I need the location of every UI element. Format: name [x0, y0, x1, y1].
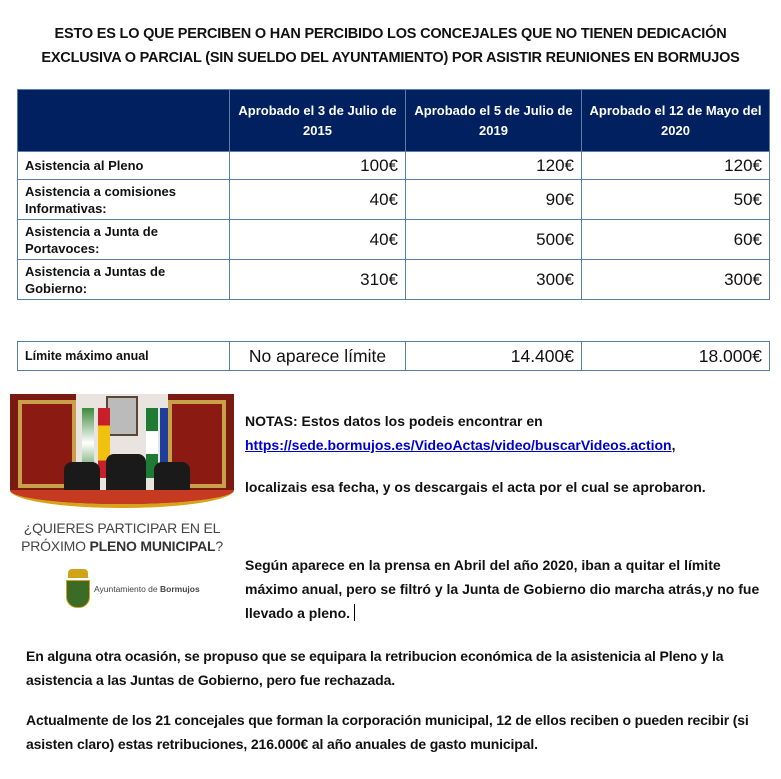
cell-value: 120€	[582, 152, 770, 180]
promo-question	[10, 519, 234, 555]
table-row	[18, 260, 770, 300]
chair	[154, 462, 190, 492]
chair	[106, 454, 146, 492]
org-name: Bormujos	[160, 584, 200, 594]
table-header-row	[18, 90, 770, 152]
row-label: Asistencia a Junta de Portavoces:	[18, 220, 230, 260]
promo-organization	[94, 584, 200, 594]
promo-question-line2: PRÓXIMO	[21, 538, 90, 554]
paragraph-equalization: En alguna otra ocasión, se propuso que se equipara la retribucion económica de la asistenicia al Pleno y la asistencia a las Juntas de Gobierno, pero fue rechazada.	[26, 648, 724, 688]
annual-limit-table	[17, 341, 770, 371]
promo-question-bold: PLENO MUNICIPAL	[89, 538, 216, 554]
bormujos-crest-icon	[66, 569, 90, 607]
table-row	[18, 220, 770, 260]
page-title-line-1: ESTO ES LO QUE PERCIBEN O HAN PERCIBIDO LOS CONCEJALES QUE NO TIENEN DEDICACIÓN	[54, 26, 727, 42]
row-label: Asistencia a Juntas de Gobierno:	[18, 260, 230, 300]
table-row	[18, 180, 770, 220]
cell-value: 100€	[230, 152, 406, 180]
header-2020: Aprobado el 12 de Mayo del 2020	[582, 90, 770, 152]
promo-question-end: ?	[215, 538, 223, 554]
portrait-frame	[106, 396, 138, 436]
video-actas-link[interactable]: https://sede.bormujos.es/VideoActas/video/buscarVideos.action	[245, 437, 672, 453]
cell-value: 120€	[406, 152, 582, 180]
limit-2020: 18.000€	[582, 342, 770, 371]
header-2019: Aprobado el 5 de Julio de 2019	[406, 90, 582, 152]
limit-2019: 14.400€	[406, 342, 582, 371]
notes-intro: NOTAS: Estos datos los podeis encontrar en	[245, 413, 543, 429]
cell-value: 90€	[406, 180, 582, 220]
pleno-promo-image	[10, 394, 234, 614]
org-prefix: Ayuntamiento de	[94, 584, 160, 594]
cell-value: 40€	[230, 220, 406, 260]
council-chamber-photo	[10, 394, 234, 508]
cell-value: 50€	[582, 180, 770, 220]
notes-link-line	[245, 433, 676, 457]
table-row	[18, 152, 770, 180]
paragraph-current-cost: Actualmente de los 21 concejales que forman la corporación municipal, 12 de ellos reciben o pueden recibir (si asisten claro) estas retribuciones, 216.000€ al año anuales de gasto municipal.	[26, 712, 749, 752]
row-label: Asistencia al Pleno	[18, 152, 230, 180]
press-note-text: Según aparece en la prensa en Abril del año 2020, iban a quitar el límite máximo anual, pero se filtró y la Junta de Gobierno dio marcha atrás,y no fue llevado a pleno.	[245, 557, 760, 621]
row-label: Asistencia a comisiones Informativas:	[18, 180, 230, 220]
notes-instruction: localizais esa fecha, y os descargais el acta por el cual se aprobaron.	[245, 479, 706, 495]
allowances-table	[17, 89, 770, 300]
limit-label: Límite máximo anual	[18, 342, 230, 371]
text-cursor	[354, 604, 355, 621]
limit-row	[18, 342, 770, 371]
press-note	[245, 553, 770, 625]
cell-value: 500€	[406, 220, 582, 260]
page-title-line-2: EXCLUSIVA O PARCIAL (SIN SUELDO DEL AYUNTAMIENTO) POR ASISTIR REUNIONES EN BORMUJOS	[41, 50, 740, 66]
cell-value: 40€	[230, 180, 406, 220]
promo-question-line1: ¿QUIERES PARTICIPAR EN EL	[23, 520, 221, 536]
limit-2015: No aparece límite	[230, 342, 406, 371]
header-empty	[18, 90, 230, 152]
cell-value: 310€	[230, 260, 406, 300]
cell-value: 300€	[582, 260, 770, 300]
link-suffix: ,	[671, 437, 676, 453]
cell-value: 60€	[582, 220, 770, 260]
header-2015: Aprobado el 3 de Julio de 2015	[230, 90, 406, 152]
desk	[10, 490, 234, 504]
chair	[64, 462, 100, 492]
cell-value: 300€	[406, 260, 582, 300]
